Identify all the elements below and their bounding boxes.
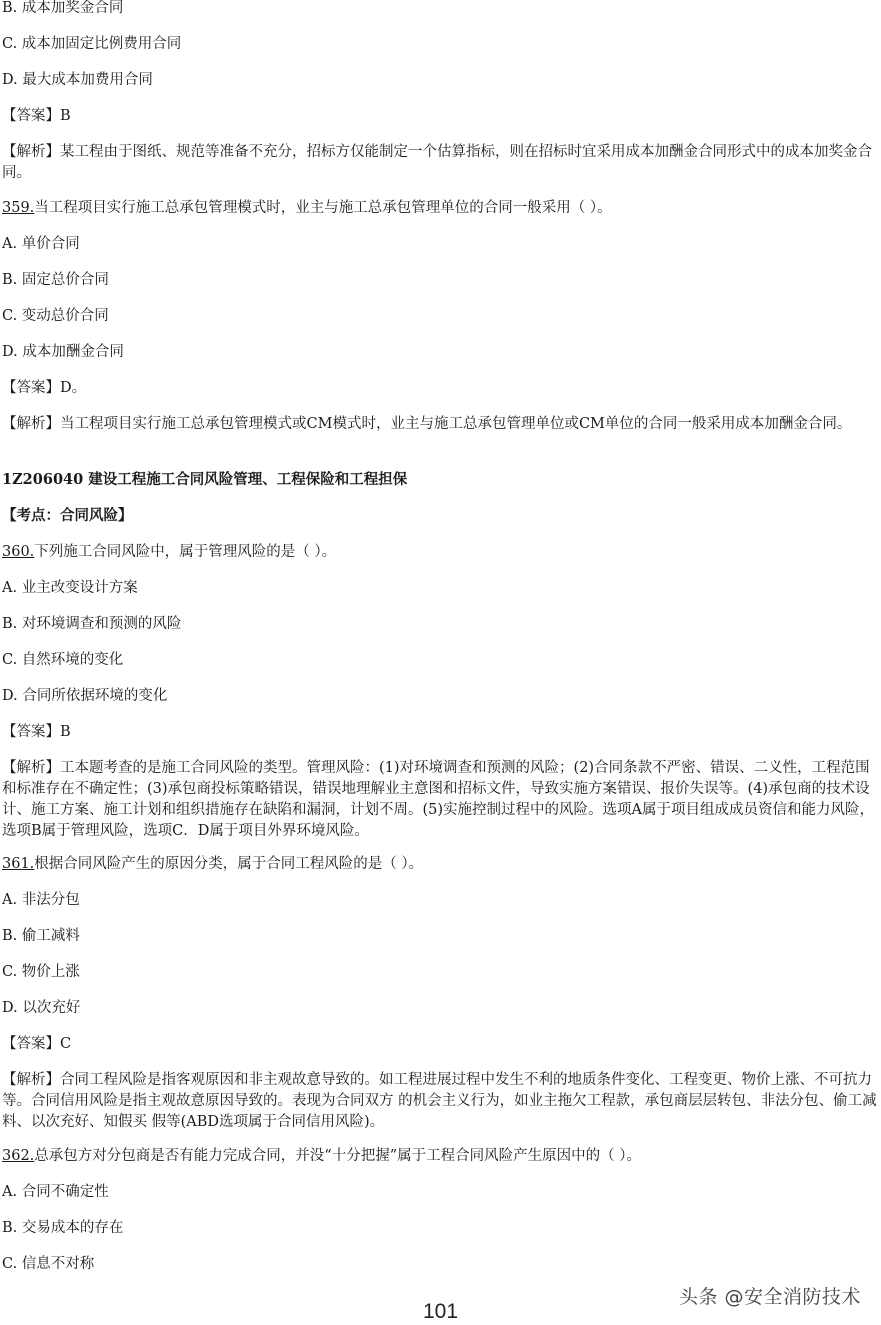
option-b-text: B. 交易成本的存在: [2, 1220, 124, 1236]
question-number: 359.: [2, 200, 35, 216]
option-a-text: A. 非法分包: [2, 892, 80, 908]
question-362: [2, 1146, 880, 1166]
analysis-text: 【解析】某工程由于图纸、规范等准备不充分，招标方仅能制定一个估算指标，则在招标时宜采用成本加酬金合同形式中的成本加奖金合同。: [2, 144, 872, 181]
question-number: 361.: [2, 856, 35, 872]
topic-heading: 【考点：合同风险】: [2, 507, 133, 524]
option-c-text: C. 变动总价合同: [2, 308, 109, 324]
option-a-text: A. 合同不确定性: [2, 1184, 109, 1200]
option-b-text: B. 固定总价合同: [2, 272, 109, 288]
answer-text: 【答案】D。: [2, 380, 87, 396]
page-number: 101: [422, 1300, 459, 1323]
option-d-text: D. 最大成本加费用合同: [2, 72, 153, 88]
answer-text: 【答案】B: [2, 724, 71, 740]
analysis-text: 【解析】当工程项目实行施工总承包管理模式或CM模式时，业主与施工总承包管理单位或CM单位的合同一般采用成本加酬金合同。: [2, 416, 852, 432]
analysis-text: 【解析】工本题考查的是施工合同风险的类型。管理风险：(1)对环境调查和预测的风险；(2)合同条款不严密、错误、二义性，工程范围和标准存在不确定性；(3)承包商投标策略错误，错误地理解业主意图和招标文件，导致实施方案错误、报价失误等。(4)承包商的技术设计、施工方案、施工计划和组织措施存在缺陷和漏洞，计划不周。(5)实施控制过程中的风险。选项A属于项目组成成员资信和能力风险，选项B属于管理风险，选项C．D属于项目外界环境风险。: [2, 760, 875, 839]
question-361: [2, 854, 880, 874]
option-c-text: C. 自然环境的变化: [2, 652, 124, 668]
option-a-text: A. 单价合同: [2, 236, 80, 252]
option-d-text: D. 以次充好: [2, 1000, 81, 1016]
option-b-text: B. 对环境调查和预测的风险: [2, 616, 182, 632]
option-a-text: A. 业主改变设计方案: [2, 580, 138, 596]
question-text: 下列施工合同风险中，属于管理风险的是（ ）。: [34, 544, 337, 560]
question-359: [2, 198, 880, 218]
watermark-text: 头条 @安全消防技术: [678, 1286, 861, 1308]
section-heading: 1Z206040 建设工程施工合同风险管理、工程保险和工程担保: [2, 471, 408, 488]
option-c-text: C. 信息不对称: [2, 1256, 95, 1272]
question-text: 总承包方对分包商是否有能力完成合同，并没“十分把握”属于工程合同风险产生原因中的（ ）。: [34, 1148, 641, 1164]
option-b-text: B. 偷工减料: [2, 928, 80, 944]
analysis-text: 【解析】合同工程风险是指客观原因和非主观故意导致的。如工程进展过程中发生不利的地质条件变化、工程变更、物价上涨、不可抗力等。合同信用风险是指主观故意原因导致的。表现为合同双方 的机会主义行为，如业主拖欠工程款，承包商层层转包、非法分包、偷工减料、以次充好、知假买 假等(ABD选项属于合同信用风险)。: [2, 1072, 877, 1130]
option-c-text: C. 成本加固定比例费用合同: [2, 36, 182, 52]
option-b-text: B. 成本加奖金合同: [2, 0, 124, 16]
option-d-text: D. 成本加酬金合同: [2, 344, 124, 360]
question-text: 根据合同风险产生的原因分类，属于合同工程风险的是（ ）。: [34, 856, 424, 872]
answer-text: 【答案】B: [2, 108, 71, 124]
question-360: [2, 542, 880, 562]
option-d-text: D. 合同所依据环境的变化: [2, 688, 168, 704]
question-text: 当工程项目实行施工总承包管理模式时，业主与施工总承包管理单位的合同一般采用（ ）。: [34, 200, 612, 216]
question-number: 362.: [2, 1148, 35, 1164]
answer-text: 【答案】C: [2, 1036, 72, 1052]
question-number: 360.: [2, 544, 35, 560]
option-c-text: C. 物价上涨: [2, 964, 80, 980]
